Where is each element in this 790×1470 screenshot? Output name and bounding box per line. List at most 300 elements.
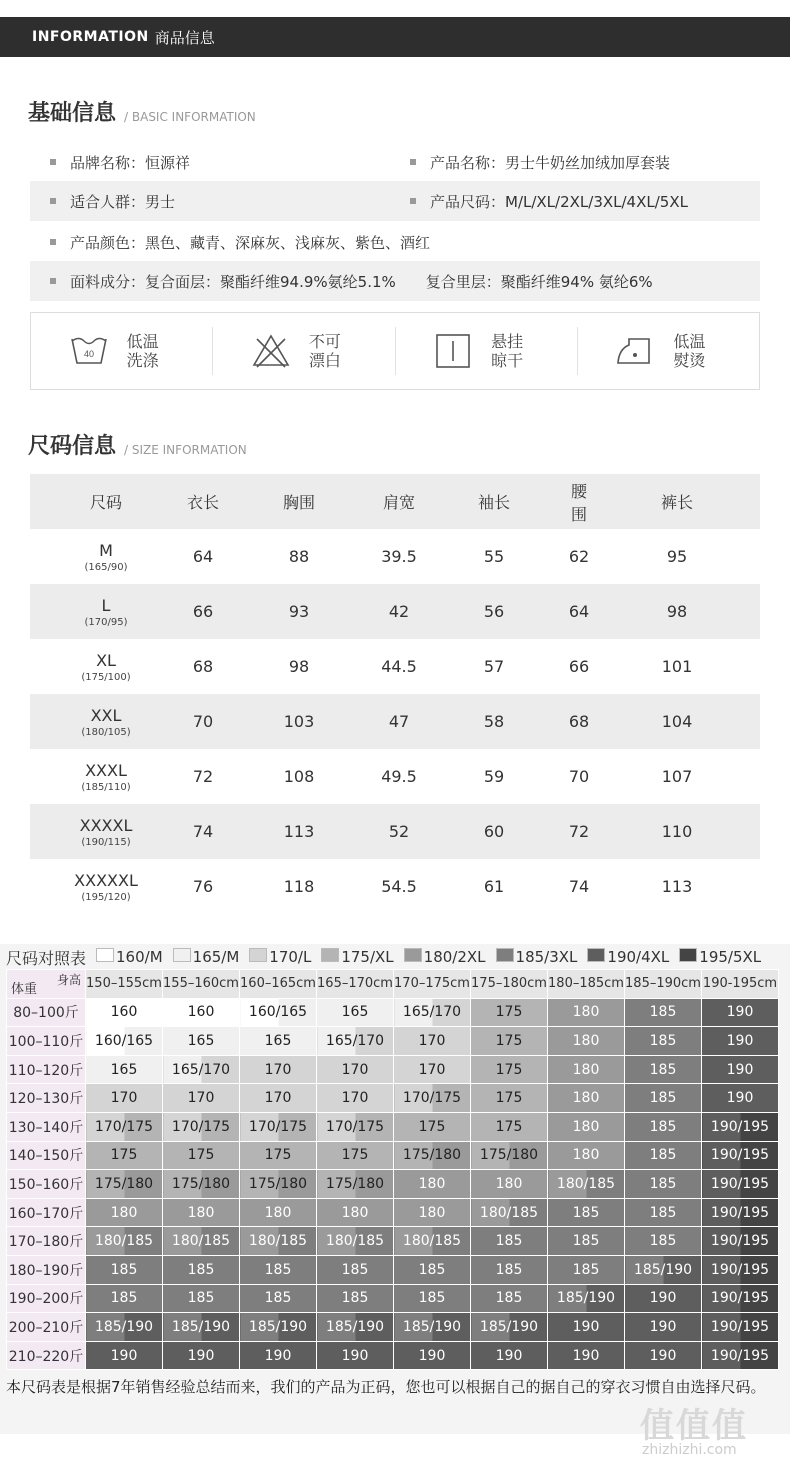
size-cell: 180 xyxy=(548,998,625,1027)
size-row xyxy=(30,859,760,914)
legend-label: 165/M xyxy=(192,948,240,966)
size-value: 49.5 xyxy=(381,767,417,786)
size-cell: 190 xyxy=(702,998,779,1027)
size-value: 104 xyxy=(661,712,693,731)
size-cell: 175 xyxy=(471,1084,548,1113)
care-iron-line1: 低温 xyxy=(673,332,706,351)
target-group: 适合人群：男士 xyxy=(70,192,176,211)
header-cell: 袖长 xyxy=(477,493,510,512)
size-cell: 185/190 xyxy=(394,1313,471,1342)
size-body-spec: (190/115) xyxy=(81,836,131,848)
size-label xyxy=(30,596,182,628)
weight-header: 140–150斤 xyxy=(7,1141,86,1170)
legend-label: 185/3XL xyxy=(515,948,578,966)
size-cell: 170 xyxy=(394,1055,471,1084)
size-cell: 160/165 xyxy=(240,998,317,1027)
table-row xyxy=(7,1284,779,1313)
care-dry-line1: 悬挂 xyxy=(491,332,524,351)
size-cell: 160 xyxy=(163,998,240,1027)
size-label xyxy=(30,816,182,848)
weight-header: 160–170斤 xyxy=(7,1198,86,1227)
size-cell: 185 xyxy=(625,998,702,1027)
size-value: 66 xyxy=(568,657,590,676)
table-row xyxy=(7,1084,779,1113)
size-cell: 185 xyxy=(317,1284,394,1313)
size-cell: 180/185 xyxy=(317,1227,394,1256)
size-value: 88 xyxy=(288,547,310,566)
size-cell: 180 xyxy=(394,1170,471,1199)
size-row xyxy=(30,639,760,694)
size-row xyxy=(30,694,760,749)
size-cell: 170 xyxy=(317,1055,394,1084)
bullet-icon xyxy=(50,239,56,245)
bullet-icon xyxy=(410,198,416,204)
height-header: 150–155cm xyxy=(86,970,163,999)
size-table-header xyxy=(30,474,760,529)
size-cell: 180 xyxy=(86,1198,163,1227)
size-value: 47 xyxy=(388,712,410,731)
size-chart-title: 尺码对照表 xyxy=(6,948,87,968)
size-code: XL xyxy=(96,650,116,670)
size-cell: 190/195 xyxy=(702,1198,779,1227)
size-cell: 185/190 xyxy=(86,1313,163,1342)
size-value: 39.5 xyxy=(381,547,417,566)
basic-title-en: / BASIC INFORMATION xyxy=(124,110,256,124)
height-header: 180–185cm xyxy=(548,970,625,999)
size-table xyxy=(30,474,760,914)
no-bleach-icon xyxy=(251,333,291,369)
size-cell: 175 xyxy=(471,1055,548,1084)
size-code: L xyxy=(101,595,111,615)
size-cell: 175 xyxy=(471,1112,548,1141)
weight-header: 130–140斤 xyxy=(7,1112,86,1141)
size-title-en: / SIZE INFORMATION xyxy=(124,443,247,457)
size-value: 101 xyxy=(661,657,693,676)
bullet-icon xyxy=(50,198,56,204)
size-value: 93 xyxy=(288,602,310,621)
size-value: 64 xyxy=(192,547,214,566)
size-value: 76 xyxy=(192,877,214,896)
size-cell: 185 xyxy=(86,1255,163,1284)
height-header: 155–160cm xyxy=(163,970,240,999)
size-label xyxy=(30,651,182,683)
watermark-url: zhizhizhi.com xyxy=(642,1442,737,1458)
size-value: 54.5 xyxy=(381,877,417,896)
size-chart-legend xyxy=(6,946,771,968)
weight-header: 110–120斤 xyxy=(7,1055,86,1084)
corner-weight-label: 体重 xyxy=(11,981,38,997)
care-iron xyxy=(578,327,759,375)
size-value: 98 xyxy=(666,602,688,621)
size-cell: 185 xyxy=(548,1198,625,1227)
size-cell: 190/195 xyxy=(702,1112,779,1141)
size-cell: 185 xyxy=(625,1084,702,1113)
fabric-composition: 面料成分：复合面层：聚酯纤维94.9%氨纶5.1% 复合里层：聚酯纤维94% 氨纶6% xyxy=(70,272,653,291)
size-cell: 190/195 xyxy=(702,1141,779,1170)
size-value: 59 xyxy=(483,767,505,786)
table-row xyxy=(7,1112,779,1141)
header-cell: 腰围 xyxy=(570,481,587,524)
header-cell: 肩宽 xyxy=(382,493,415,512)
care-instructions xyxy=(30,312,760,390)
banner-title-en: INFORMATION xyxy=(32,29,149,45)
size-body-spec: (195/120) xyxy=(81,891,131,903)
height-header: 165–170cm xyxy=(317,970,394,999)
corner-height-label: 身高 xyxy=(56,973,81,987)
size-cell: 175 xyxy=(240,1141,317,1170)
size-value: 62 xyxy=(568,547,590,566)
size-code: XXXXL xyxy=(79,815,133,835)
size-cell: 185 xyxy=(471,1284,548,1313)
size-value: 74 xyxy=(568,877,590,896)
size-value: 68 xyxy=(568,712,590,731)
size-label xyxy=(30,871,182,903)
size-cell: 190 xyxy=(625,1313,702,1342)
info-row xyxy=(30,222,760,262)
size-cell: 160/165 xyxy=(86,1027,163,1056)
size-cell: 165/170 xyxy=(394,998,471,1027)
weight-header: 190–200斤 xyxy=(7,1284,86,1313)
care-iron-line2: 熨烫 xyxy=(673,351,706,370)
care-wash-line2: 洗涤 xyxy=(126,351,159,370)
size-body-spec: (165/90) xyxy=(84,561,128,573)
size-cell: 190 xyxy=(240,1341,317,1370)
size-value: 72 xyxy=(568,822,590,841)
size-cell: 190 xyxy=(394,1341,471,1370)
size-value: 72 xyxy=(192,767,214,786)
size-cell: 180 xyxy=(548,1027,625,1056)
height-header: 170–175cm xyxy=(394,970,471,999)
info-row xyxy=(30,142,760,182)
size-cell: 190 xyxy=(625,1341,702,1370)
size-value: 107 xyxy=(661,767,693,786)
header-cell: 裤长 xyxy=(660,493,693,512)
size-cell: 160 xyxy=(86,998,163,1027)
weight-header: 180–190斤 xyxy=(7,1255,86,1284)
legend-swatch xyxy=(96,948,114,962)
size-cell: 185 xyxy=(471,1255,548,1284)
header-cell: 胸围 xyxy=(282,493,315,512)
size-cell: 180/185 xyxy=(163,1227,240,1256)
size-value: 70 xyxy=(568,767,590,786)
weight-header: 100–110斤 xyxy=(7,1027,86,1056)
hang-dry-icon xyxy=(433,333,473,369)
size-cell: 180 xyxy=(548,1084,625,1113)
size-value: 110 xyxy=(661,822,693,841)
product-name: 产品名称：男士牛奶丝加绒加厚套装 xyxy=(430,153,671,172)
legend-swatch xyxy=(404,948,422,962)
size-value: 52 xyxy=(388,822,410,841)
size-cell: 185/190 xyxy=(240,1313,317,1342)
size-cell: 165/170 xyxy=(163,1055,240,1084)
size-label xyxy=(30,541,182,573)
wash-40-icon xyxy=(69,333,109,369)
size-cell: 170 xyxy=(240,1055,317,1084)
size-cell: 175/180 xyxy=(394,1141,471,1170)
size-value: 44.5 xyxy=(381,657,417,676)
size-cell: 180 xyxy=(548,1112,625,1141)
size-cell: 180 xyxy=(471,1170,548,1199)
size-cell: 190/195 xyxy=(702,1227,779,1256)
size-cell: 170 xyxy=(86,1084,163,1113)
table-row xyxy=(7,1027,779,1056)
size-cell: 185 xyxy=(163,1255,240,1284)
size-cell: 185 xyxy=(625,1141,702,1170)
size-cell: 170 xyxy=(317,1084,394,1113)
size-cell: 190 xyxy=(625,1284,702,1313)
size-code: M xyxy=(99,540,113,560)
legend-swatch xyxy=(321,948,339,962)
size-cell: 170/175 xyxy=(86,1112,163,1141)
size-code: XXXXXL xyxy=(74,870,138,890)
weight-header: 200–210斤 xyxy=(7,1313,86,1342)
size-cell: 175 xyxy=(317,1141,394,1170)
size-cell: 180 xyxy=(548,1141,625,1170)
size-value: 74 xyxy=(192,822,214,841)
weight-header: 120–130斤 xyxy=(7,1084,86,1113)
size-cell: 185/190 xyxy=(625,1255,702,1284)
size-cell: 170 xyxy=(240,1084,317,1113)
size-cell: 190 xyxy=(163,1341,240,1370)
size-value: 113 xyxy=(283,822,315,841)
care-bleach-line2: 漂白 xyxy=(308,351,341,370)
size-body-spec: (180/105) xyxy=(81,726,131,738)
size-value: 42 xyxy=(388,602,410,621)
size-cell: 165 xyxy=(317,998,394,1027)
size-cell: 190 xyxy=(548,1313,625,1342)
size-cell: 180 xyxy=(163,1198,240,1227)
bullet-icon xyxy=(50,159,56,165)
table-row xyxy=(7,1055,779,1084)
size-cell: 175 xyxy=(163,1141,240,1170)
size-row xyxy=(30,804,760,859)
size-cell: 175/180 xyxy=(317,1170,394,1199)
size-value: 61 xyxy=(483,877,505,896)
size-cell: 185 xyxy=(625,1227,702,1256)
table-row xyxy=(7,1341,779,1370)
care-dry-line2: 晾干 xyxy=(491,351,524,370)
size-cell: 175/180 xyxy=(163,1170,240,1199)
size-title-cn: 尺码信息 xyxy=(28,434,117,459)
size-body-spec: (185/110) xyxy=(81,781,131,793)
size-cell: 165 xyxy=(240,1027,317,1056)
size-cell: 170/175 xyxy=(163,1112,240,1141)
size-cell: 190/195 xyxy=(702,1170,779,1199)
legend-label: 195/5XL xyxy=(699,948,762,966)
size-cell: 185 xyxy=(548,1227,625,1256)
size-row xyxy=(30,529,760,584)
watermark xyxy=(640,1398,790,1468)
size-cell: 185 xyxy=(317,1255,394,1284)
weight-header: 210–220斤 xyxy=(7,1341,86,1370)
size-cell: 185/190 xyxy=(163,1313,240,1342)
product-colors: 产品颜色：黑色、藏青、深麻灰、浅麻灰、紫色、酒红 xyxy=(70,233,431,252)
footnote: 本尺码表是根据7年销售经验总结而来，我们的产品为正码，您也可以根据自己的据自己的穿衣习惯自由选择尺码。 xyxy=(6,1378,766,1396)
size-cell: 185/190 xyxy=(548,1284,625,1313)
table-row xyxy=(7,1198,779,1227)
size-cell: 185 xyxy=(625,1198,702,1227)
height-header: 160–165cm xyxy=(240,970,317,999)
top-banner xyxy=(0,17,790,57)
size-cell: 180 xyxy=(317,1198,394,1227)
size-cell: 175/180 xyxy=(86,1170,163,1199)
size-cell: 190 xyxy=(548,1341,625,1370)
bullet-icon xyxy=(50,278,56,284)
table-row xyxy=(7,1227,779,1256)
size-value: 64 xyxy=(568,602,590,621)
size-value: 95 xyxy=(666,547,688,566)
size-value: 70 xyxy=(192,712,214,731)
size-cell: 165/170 xyxy=(317,1027,394,1056)
size-cell: 185/190 xyxy=(471,1313,548,1342)
size-cell: 190 xyxy=(471,1341,548,1370)
table-row xyxy=(7,1170,779,1199)
size-cell: 175/180 xyxy=(240,1170,317,1199)
size-cell: 180/185 xyxy=(240,1227,317,1256)
product-sizes: 产品尺码：M/L/XL/2XL/3XL/4XL/5XL xyxy=(430,192,688,211)
size-cell: 175 xyxy=(394,1112,471,1141)
care-wash xyxy=(31,327,213,375)
size-value: 66 xyxy=(192,602,214,621)
size-body-spec: (175/100) xyxy=(81,671,131,683)
size-cell: 185 xyxy=(625,1055,702,1084)
size-cell: 190 xyxy=(702,1055,779,1084)
legend-label: 180/2XL xyxy=(423,948,486,966)
size-cell: 185 xyxy=(86,1284,163,1313)
size-cell: 185/190 xyxy=(317,1313,394,1342)
care-dry xyxy=(396,327,578,375)
legend-swatch xyxy=(173,948,191,962)
legend-swatch xyxy=(587,948,605,962)
size-cell: 165 xyxy=(86,1055,163,1084)
care-bleach-line1: 不可 xyxy=(308,332,341,351)
basic-info-heading xyxy=(28,96,256,127)
size-row xyxy=(30,749,760,804)
header-cell: 衣长 xyxy=(186,493,219,512)
size-value: 55 xyxy=(483,547,505,566)
size-value: 56 xyxy=(483,602,505,621)
size-cell: 175 xyxy=(471,998,548,1027)
legend-swatch xyxy=(679,948,697,962)
brand-name: 品牌名称：恒源祥 xyxy=(70,153,191,172)
size-cell: 190/195 xyxy=(702,1313,779,1342)
size-value: 58 xyxy=(483,712,505,731)
size-cell: 185 xyxy=(240,1255,317,1284)
size-value: 57 xyxy=(483,657,505,676)
size-cell: 190 xyxy=(702,1027,779,1056)
size-cell: 170/175 xyxy=(240,1112,317,1141)
legend-label: 160/M xyxy=(116,948,163,966)
size-cell: 170/175 xyxy=(317,1112,394,1141)
size-cell: 165 xyxy=(163,1027,240,1056)
care-wash-line1: 低温 xyxy=(126,332,159,351)
size-value: 118 xyxy=(283,877,315,896)
table-row xyxy=(7,1313,779,1342)
care-bleach xyxy=(213,327,395,375)
size-cell: 185 xyxy=(394,1255,471,1284)
table-row xyxy=(7,998,779,1027)
height-header: 190-195cm xyxy=(702,970,779,999)
table-row xyxy=(7,1255,779,1284)
size-cell: 175 xyxy=(471,1027,548,1056)
legend-label: 190/4XL xyxy=(607,948,670,966)
size-cell: 170 xyxy=(394,1027,471,1056)
weight-header: 80–100斤 xyxy=(7,998,86,1027)
info-row xyxy=(30,261,760,301)
size-cell: 185 xyxy=(471,1227,548,1256)
size-cell: 190 xyxy=(86,1341,163,1370)
table-row xyxy=(7,1141,779,1170)
size-cell: 190/195 xyxy=(702,1255,779,1284)
legend-swatch xyxy=(249,948,267,962)
size-cell: 180 xyxy=(240,1198,317,1227)
size-cell: 180/185 xyxy=(548,1170,625,1199)
size-body-spec: (170/95) xyxy=(84,616,128,628)
height-header: 175–180cm xyxy=(471,970,548,999)
size-cell: 180/185 xyxy=(471,1198,548,1227)
size-code: XXXL xyxy=(85,760,127,780)
height-header: 185–190cm xyxy=(625,970,702,999)
size-row xyxy=(30,584,760,639)
size-cell: 180/185 xyxy=(394,1227,471,1256)
size-cell: 185 xyxy=(240,1284,317,1313)
size-cell: 185 xyxy=(163,1284,240,1313)
table-corner xyxy=(7,970,86,999)
size-cell: 170/175 xyxy=(394,1084,471,1113)
size-label xyxy=(30,761,182,793)
size-cell: 170 xyxy=(163,1084,240,1113)
size-value: 103 xyxy=(283,712,315,731)
size-value: 98 xyxy=(288,657,310,676)
size-cell: 190/195 xyxy=(702,1284,779,1313)
size-cell: 180 xyxy=(394,1198,471,1227)
size-comparison-table xyxy=(6,969,779,1370)
header-cell: 尺码 xyxy=(89,493,122,512)
basic-title-cn: 基础信息 xyxy=(28,101,117,126)
size-code: XXL xyxy=(90,705,122,725)
watermark-logo: 值值值 xyxy=(640,1406,748,1446)
bullet-icon xyxy=(410,159,416,165)
legend-label: 170/L xyxy=(269,948,312,966)
size-cell: 190/195 xyxy=(702,1341,779,1370)
size-cell: 185 xyxy=(625,1027,702,1056)
weight-header: 150–160斤 xyxy=(7,1170,86,1199)
weight-header: 170–180斤 xyxy=(7,1227,86,1256)
size-cell: 185 xyxy=(548,1255,625,1284)
size-cell: 175/180 xyxy=(471,1141,548,1170)
banner-title-cn: 商品信息 xyxy=(154,28,215,47)
size-value: 108 xyxy=(283,767,315,786)
iron-low-icon xyxy=(615,333,655,369)
size-cell: 180/185 xyxy=(86,1227,163,1256)
legend-label: 175/XL xyxy=(341,948,394,966)
svg-text:40: 40 xyxy=(83,349,94,359)
size-value: 113 xyxy=(661,877,693,896)
size-cell: 190 xyxy=(702,1084,779,1113)
size-cell: 175 xyxy=(86,1141,163,1170)
legend-swatch xyxy=(496,948,514,962)
size-value: 68 xyxy=(192,657,214,676)
info-row xyxy=(30,181,760,221)
size-cell: 190 xyxy=(317,1341,394,1370)
size-cell: 185 xyxy=(394,1284,471,1313)
size-cell: 185 xyxy=(625,1112,702,1141)
size-cell: 180 xyxy=(548,1055,625,1084)
size-label xyxy=(30,706,182,738)
size-value: 60 xyxy=(483,822,505,841)
size-info-heading xyxy=(28,429,247,460)
size-cell: 185 xyxy=(625,1170,702,1199)
